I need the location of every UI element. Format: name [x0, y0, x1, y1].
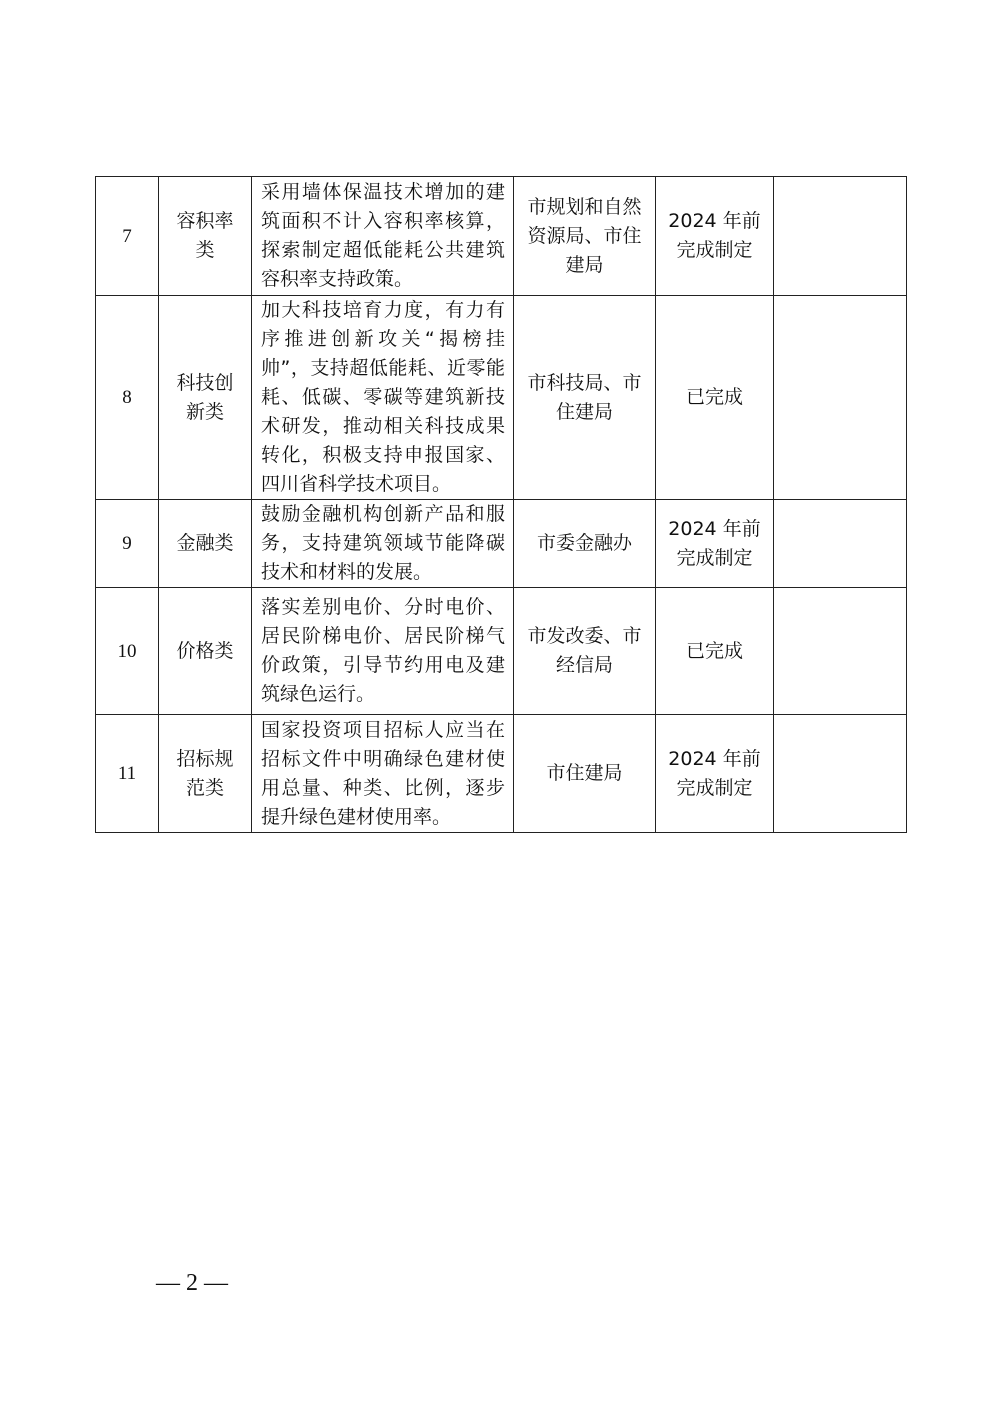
- content-line: 采用墙体保温技术增加的建: [261, 181, 505, 203]
- content-line: 转化，积极支持申报国家、: [261, 444, 505, 466]
- deadline-cell: [656, 500, 774, 588]
- deadline-cell: [656, 177, 774, 296]
- deadline-line: 2024 年前: [668, 517, 761, 540]
- category-cell: [159, 588, 252, 715]
- content-line: 务，支持建筑领域节能降碳: [261, 532, 505, 554]
- row-number: 10: [117, 640, 137, 662]
- department-cell: [514, 177, 656, 296]
- note-cell: [774, 296, 907, 500]
- content-line: 筑绿色运行。: [261, 683, 376, 705]
- content-line: 招标文件中明确绿色建材使: [261, 747, 505, 770]
- content-line: 价政策，引导节约用电及建: [261, 654, 505, 676]
- category-line: 价格类: [176, 639, 234, 662]
- department-line: 市规划和自然: [527, 195, 642, 218]
- note-cell: [774, 588, 907, 715]
- content-line: 筑面积不计入容积率核算，: [261, 210, 505, 232]
- department-line: 市发改委、市: [527, 625, 642, 647]
- policy-table: [95, 176, 907, 833]
- content-cell: [252, 177, 514, 296]
- content-line: 技术和材料的发展。: [261, 561, 433, 583]
- deadline-line: 完成制定: [676, 546, 753, 569]
- note-cell: [774, 500, 907, 588]
- row-number: 9: [122, 533, 132, 554]
- content-line: 术研发，推动相关科技成果: [261, 415, 505, 437]
- table-row: [96, 296, 907, 500]
- category-line: 范类: [185, 776, 224, 799]
- category-cell: [159, 296, 252, 500]
- row-number: 11: [117, 763, 137, 784]
- table-row: [96, 715, 907, 833]
- content-cell: [252, 500, 514, 588]
- content-line: 帅”，支持超低能耗、近零能: [261, 357, 505, 379]
- content-line: 国家投资项目招标人应当在: [261, 718, 505, 741]
- policy-table-body: [96, 177, 907, 833]
- department-cell: [514, 588, 656, 715]
- category-cell: [159, 177, 252, 296]
- deadline-line: 已完成: [685, 639, 743, 662]
- content-line: 四川省科学技术项目。: [261, 473, 452, 495]
- content-cell: [252, 715, 514, 833]
- department-line: 资源局、市住: [527, 224, 642, 247]
- content-line: 居民阶梯电价、居民阶梯气: [261, 625, 505, 647]
- row-number-cell: [96, 715, 159, 833]
- content-line: 用总量、种类、比例，逐步: [261, 776, 505, 799]
- deadline-line: 完成制定: [676, 239, 753, 261]
- deadline-cell: [656, 296, 774, 500]
- content-line: 提升绿色建材使用率。: [261, 805, 452, 828]
- content-line: 鼓励金融机构创新产品和服: [261, 503, 505, 525]
- department-cell: [514, 296, 656, 500]
- content-cell: [252, 296, 514, 500]
- content-line: 耗、低碳、零碳等建筑新技: [261, 386, 505, 408]
- table-row: [96, 177, 907, 296]
- row-number: 8: [122, 387, 132, 408]
- category-cell: [159, 500, 252, 588]
- deadline-cell: [656, 715, 774, 833]
- row-number-cell: [96, 177, 159, 296]
- department-cell: [514, 715, 656, 833]
- deadline-line: 已完成: [685, 386, 743, 408]
- department-line: 市住建局: [546, 762, 623, 784]
- department-cell: [514, 500, 656, 588]
- content-line: 探索制定超低能耗公共建筑: [261, 239, 505, 261]
- category-line: 招标规: [176, 747, 234, 770]
- deadline-line: 2024 年前: [668, 210, 761, 232]
- category-line: 容积率: [176, 210, 234, 232]
- category-cell: [159, 715, 252, 833]
- row-number: 7: [122, 225, 132, 247]
- category-line: 新类: [185, 400, 224, 423]
- department-line: 建局: [565, 253, 604, 276]
- content-cell: [252, 588, 514, 715]
- table-row: [96, 500, 907, 588]
- row-number-cell: [96, 500, 159, 588]
- department-line: 住建局: [555, 400, 613, 423]
- deadline-line: 2024 年前: [668, 747, 761, 770]
- content-line: 落实差别电价、分时电价、: [261, 596, 505, 618]
- note-cell: [774, 177, 907, 296]
- table-row: [96, 588, 907, 715]
- category-line: 科技创: [176, 371, 234, 394]
- deadline-line: 完成制定: [676, 776, 753, 799]
- department-line: 市科技局、市: [527, 371, 642, 394]
- category-line: 类: [195, 239, 215, 261]
- deadline-cell: [656, 588, 774, 715]
- row-number-cell: [96, 296, 159, 500]
- page-number: — 2 —: [156, 1270, 228, 1296]
- department-line: 市委金融办: [536, 532, 632, 554]
- row-number-cell: [96, 588, 159, 715]
- department-line: 经信局: [555, 654, 613, 676]
- content-line: 序推进创新攻关“揭榜挂: [261, 328, 505, 350]
- category-line: 金融类: [176, 532, 234, 554]
- note-cell: [774, 715, 907, 833]
- content-line: 容积率支持政策。: [261, 268, 414, 290]
- content-line: 加大科技培育力度，有力有: [261, 299, 505, 321]
